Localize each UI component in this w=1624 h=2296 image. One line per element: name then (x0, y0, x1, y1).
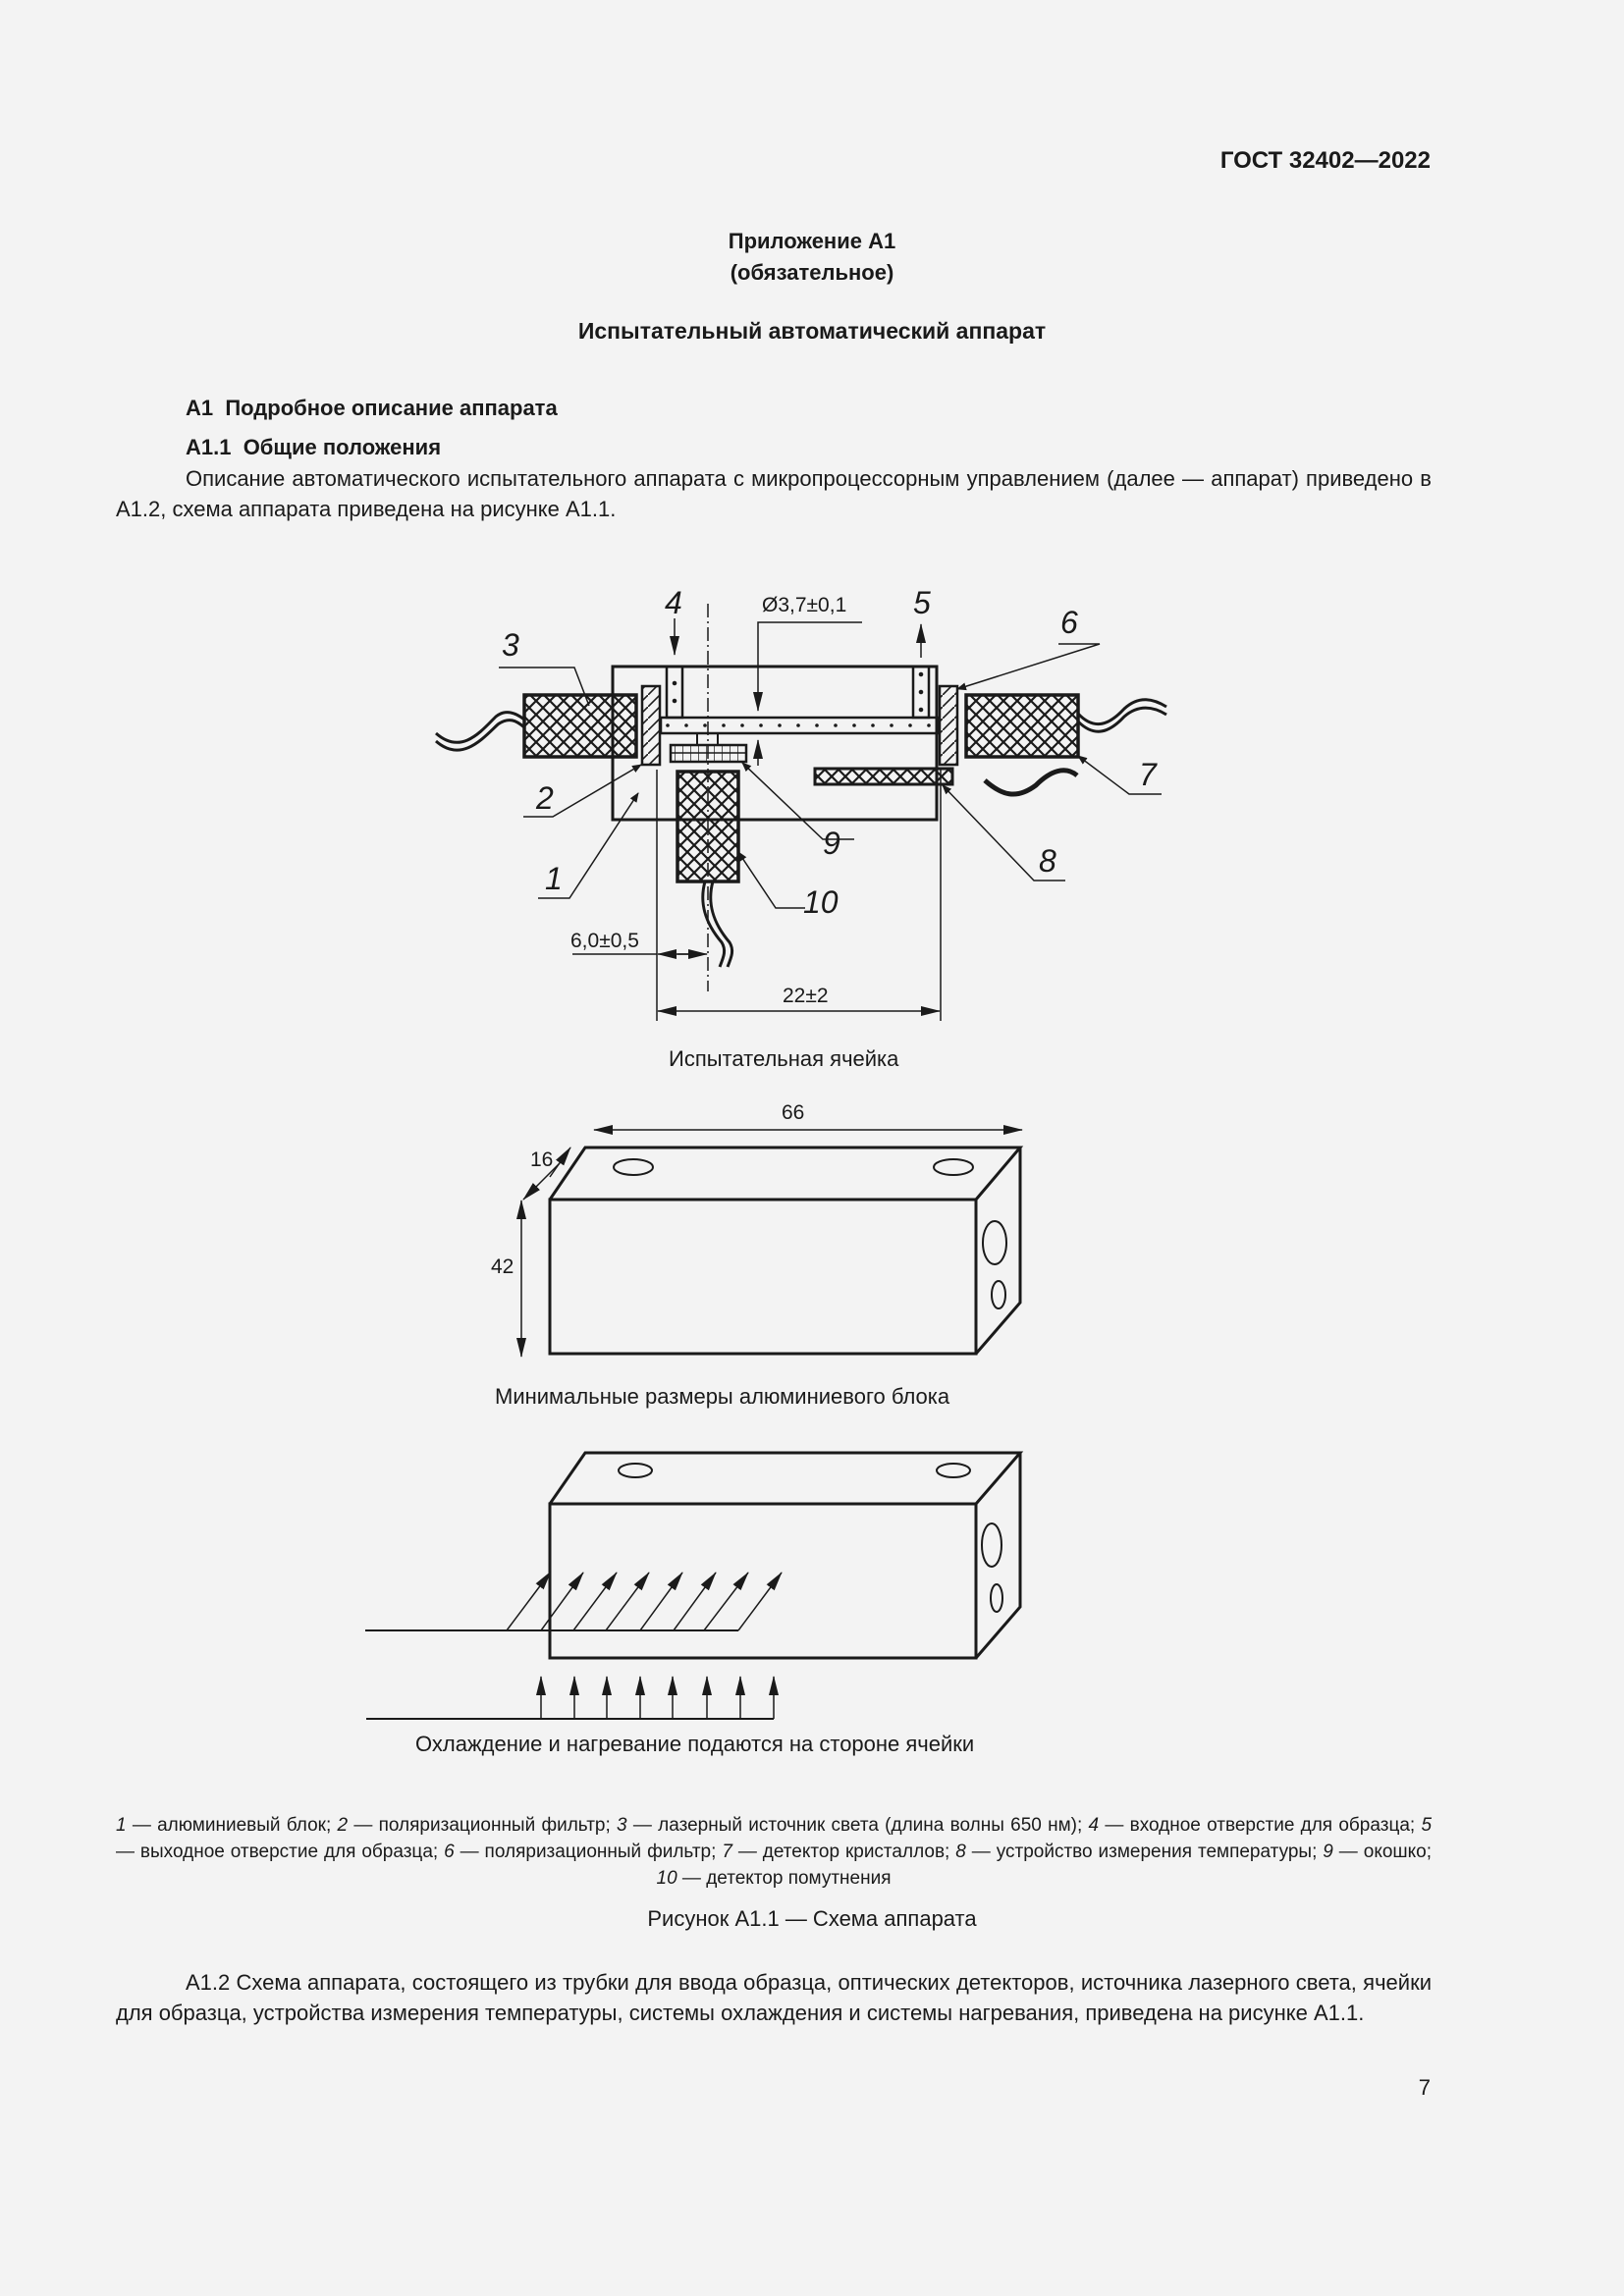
legend-num: 8 (955, 1842, 966, 1862)
heading-a1-1: А1.1 Общие положения (186, 435, 442, 459)
callout-2: 2 (536, 780, 554, 816)
legend-text: — входное отверстие для образца; (1099, 1815, 1422, 1836)
dimension-depth: 16 (530, 1148, 554, 1171)
appendix-subtitle: (обязательное) (730, 260, 894, 285)
legend-num: 2 (337, 1815, 349, 1836)
callout-4: 4 (665, 585, 682, 620)
legend-num: 4 (1088, 1815, 1100, 1836)
legend-num: 10 (656, 1868, 677, 1889)
legend-num: 9 (1323, 1842, 1333, 1862)
cooling-heating-diagram (365, 1453, 1020, 1719)
legend-text: — лазерный источник света (длина волны 650 нм); (626, 1815, 1089, 1836)
figure-legend (116, 1812, 1432, 1892)
heading-a1: А1 Подробное описание аппарата (186, 396, 558, 420)
dimension-width: 22±2 (783, 985, 829, 1007)
legend-text: — устройство измерения температуры; (965, 1842, 1324, 1862)
callout-1: 1 (545, 861, 563, 896)
caption-aluminium-block: Минимальные размеры алюминиевого блока (495, 1384, 950, 1409)
appendix-title: Приложение А1 (728, 229, 896, 253)
paragraph-a1-2-text: А1.2 Схема аппарата, состоящего из трубки для ввода образца, оптических детекторов, источника лазерного света, ячейки для образца, устройства измерения температуры, системы охлаждения и системы нагревания, приведена на рисунке А1.1. (116, 1970, 1432, 2025)
legend-text: — окошко; (1332, 1842, 1433, 1862)
legend-num: 6 (444, 1842, 455, 1862)
document-code: ГОСТ 32402—2022 (1219, 147, 1431, 174)
dimension-diameter: Ø3,7±0,1 (762, 594, 847, 616)
caption-test-cell: Испытательная ячейка (669, 1046, 899, 1071)
callout-3: 3 (502, 627, 519, 663)
paragraph-a1-1-text: Описание автоматического испытательного аппарата с микропроцессорным управлением (далее — аппарат) приведено в А1.2, схема аппарата приведена на рисунке А1.1. (116, 466, 1432, 521)
legend-text: — поляризационный фильтр; (348, 1815, 618, 1836)
legend-num: 7 (722, 1842, 732, 1862)
section-title: Испытательный автоматический аппарат (577, 318, 1047, 344)
dimension-height: 42 (491, 1255, 514, 1278)
legend-text: — детектор помутнения (677, 1868, 892, 1889)
paragraph-a1-2 (116, 1967, 1432, 2028)
callout-9: 9 (823, 826, 840, 861)
dimension-length: 66 (782, 1101, 805, 1124)
legend-num: 1 (116, 1815, 127, 1836)
legend-text: — выходное отверстие для образца; (116, 1842, 445, 1862)
dimension-offset: 6,0±0,5 (570, 930, 639, 952)
caption-cooling-heating: Охлаждение и нагревание подаются на стороне ячейки (415, 1732, 975, 1756)
page-number: 7 (1418, 2075, 1431, 2100)
legend-text: — алюминиевый блок; (126, 1815, 338, 1836)
legend-num: 3 (617, 1815, 627, 1836)
legend-text: — поляризационный фильтр; (454, 1842, 723, 1862)
callout-6: 6 (1060, 605, 1078, 640)
figure-title: Рисунок А1.1 — Схема аппарата (647, 1906, 977, 1931)
callout-7: 7 (1139, 757, 1157, 792)
callout-10: 10 (803, 884, 839, 920)
callout-8: 8 (1039, 843, 1056, 879)
aluminium-block-diagram (521, 1130, 1022, 1357)
legend-num: 5 (1421, 1815, 1433, 1836)
legend-text: — детектор кристаллов; (731, 1842, 956, 1862)
callout-5: 5 (913, 585, 931, 620)
